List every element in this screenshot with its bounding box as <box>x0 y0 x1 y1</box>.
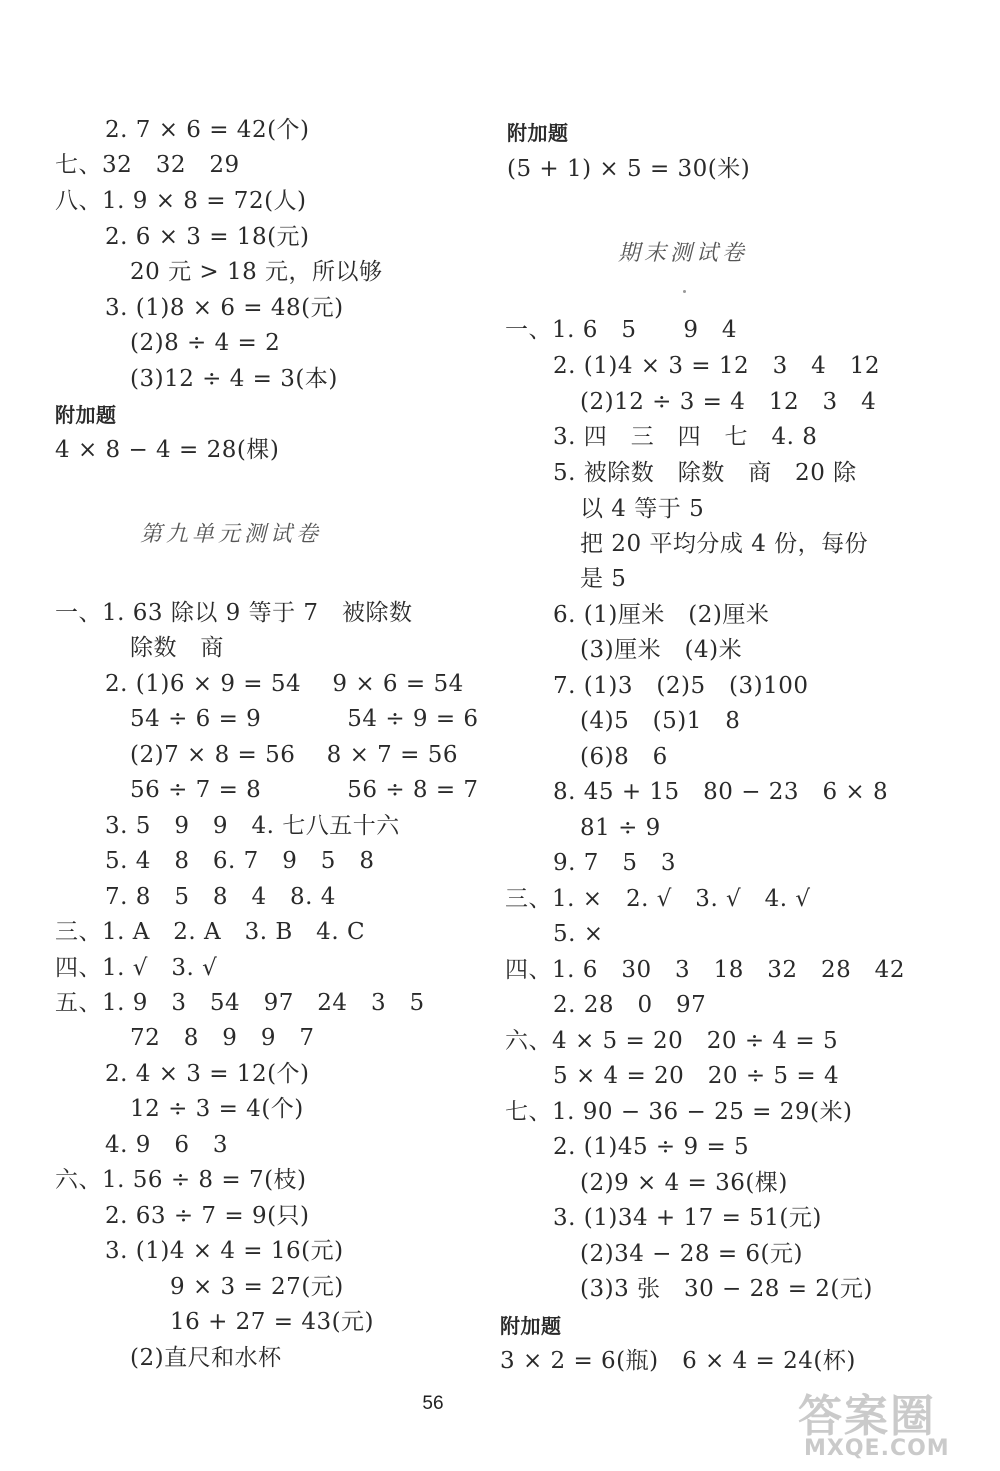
answer-line: 2. (1)4 × 3 = 12 3 4 12 <box>553 353 880 379</box>
answer-line: (2)直尺和水杯 <box>130 1345 282 1371</box>
section-heading: 附加题 <box>507 121 569 145</box>
watermark-main-text: 答案圈 <box>798 1391 936 1442</box>
answer-line: (2)7 × 8 = 56 8 × 7 = 56 <box>130 742 458 768</box>
answer-line: 四、1. 6 30 3 18 32 28 42 <box>505 957 905 983</box>
answer-line: (2)34 − 28 = 6(元) <box>580 1241 803 1267</box>
answer-line: 7. 8 5 8 4 8. 4 <box>105 884 336 910</box>
section-heading: 附加题 <box>500 1314 562 1338</box>
answer-line: 5. × <box>553 921 604 947</box>
answer-line: 9. 7 5 3 <box>553 850 677 876</box>
answer-line: 2. 7 × 6 = 42(个) <box>105 117 310 143</box>
answer-line: 7. (1)3 (2)5 (3)100 <box>553 673 809 699</box>
answer-line: (2)8 ÷ 4 = 2 <box>130 330 281 356</box>
answer-line: 8. 45 + 15 80 − 23 6 × 8 <box>553 779 889 805</box>
answer-line: 72 8 9 9 7 <box>130 1025 315 1051</box>
answer-line: 5. 4 8 6. 7 9 5 8 <box>105 848 375 874</box>
section-title: 期末测试卷 <box>618 241 749 266</box>
watermark-url-text: MXQE.COM <box>804 1436 950 1461</box>
answer-line: (3)3 张 30 − 28 = 2(元) <box>580 1276 873 1302</box>
answer-line: 3. 四 三 四 七 4. 8 <box>553 424 818 450</box>
answer-line: 2. 28 0 97 <box>553 992 707 1018</box>
answer-line: 七、32 32 29 <box>55 152 240 178</box>
answer-line: 3 × 2 = 6(瓶) 6 × 4 = 24(杯) <box>500 1348 856 1374</box>
answer-line: 4 × 8 − 4 = 28(棵) <box>55 437 280 463</box>
answer-line: 5 × 4 = 20 20 ÷ 5 = 4 <box>553 1063 840 1089</box>
answer-line: 54 ÷ 6 = 9 54 ÷ 9 = 6 <box>130 706 479 732</box>
answer-line: 3. (1)8 × 6 = 48(元) <box>105 295 344 321</box>
answer-line: 12 ÷ 3 = 4(个) <box>130 1096 304 1122</box>
answer-line: 6. (1)厘米 (2)厘米 <box>553 602 770 628</box>
answer-line: 一、1. 6 5 9 4 <box>505 317 738 343</box>
page-number: 56 <box>422 1393 444 1414</box>
answer-line: 3. 5 9 9 4. 七八五十六 <box>105 813 400 839</box>
answer-line: 八、1. 9 × 8 = 72(人) <box>55 188 307 214</box>
answer-line: (6)8 6 <box>580 744 668 770</box>
answer-line: 六、1. 56 ÷ 8 = 7(枝) <box>55 1167 307 1193</box>
answer-line: 六、4 × 5 = 20 20 ÷ 4 = 5 <box>505 1028 839 1054</box>
answer-line: 以 4 等于 5 <box>580 496 705 522</box>
answer-line: 是 5 <box>580 566 627 592</box>
answer-line: 2. 6 × 3 = 18(元) <box>105 224 310 250</box>
section-heading: 附加题 <box>55 403 117 427</box>
watermark-logo <box>790 1380 990 1470</box>
answer-line: 56 ÷ 7 = 8 56 ÷ 8 = 7 <box>130 777 479 803</box>
answer-line: 9 × 3 = 27(元) <box>170 1274 344 1300</box>
answer-line: 一、1. 63 除以 9 等于 7 被除数 <box>55 600 413 626</box>
answer-line: 2. (1)45 ÷ 9 = 5 <box>553 1134 750 1160</box>
answer-line: 把 20 平均分成 4 份，每份 <box>580 531 869 557</box>
answer-line: 2. (1)6 × 9 = 54 9 × 6 = 54 <box>105 671 464 697</box>
answer-line: 16 + 27 = 43(元) <box>170 1309 375 1335</box>
answer-line: 三、1. × 2. √ 3. √ 4. √ <box>505 886 811 912</box>
answer-line: (5 + 1) × 5 = 30(米) <box>507 156 751 182</box>
answer-line: 3. (1)34 + 17 = 51(元) <box>553 1205 822 1231</box>
answer-line: (2)12 ÷ 3 = 4 12 3 4 <box>580 389 877 415</box>
answer-line: 20 元 > 18 元，所以够 <box>130 259 383 285</box>
answer-line: (3)厘米 (4)米 <box>580 637 743 663</box>
answer-line: 三、1. A 2. A 3. B 4. C <box>55 919 366 945</box>
answer-line: 4. 9 6 3 <box>105 1132 229 1158</box>
answer-line: (4)5 (5)1 8 <box>580 708 741 734</box>
answer-line: 81 ÷ 9 <box>580 815 661 841</box>
section-title: 第九单元测试卷 <box>140 522 323 547</box>
answer-line: 2. 4 × 3 = 12(个) <box>105 1061 310 1087</box>
answer-line: 七、1. 90 − 36 − 25 = 29(米) <box>505 1099 853 1125</box>
answer-line: 2. 63 ÷ 7 = 9(只) <box>105 1203 310 1229</box>
answer-line: 5. 被除数 除数 商 20 除 <box>553 460 857 486</box>
decorative-dot <box>683 290 686 293</box>
answer-line: (3)12 ÷ 4 = 3(本) <box>130 366 338 392</box>
answer-line: (2)9 × 4 = 36(棵) <box>580 1170 788 1196</box>
answer-line: 3. (1)4 × 4 = 16(元) <box>105 1238 344 1264</box>
answer-line: 四、1. √ 3. √ <box>55 955 218 981</box>
answer-line: 五、1. 9 3 54 97 24 3 5 <box>55 990 425 1016</box>
answer-line: 除数 商 <box>130 635 224 661</box>
